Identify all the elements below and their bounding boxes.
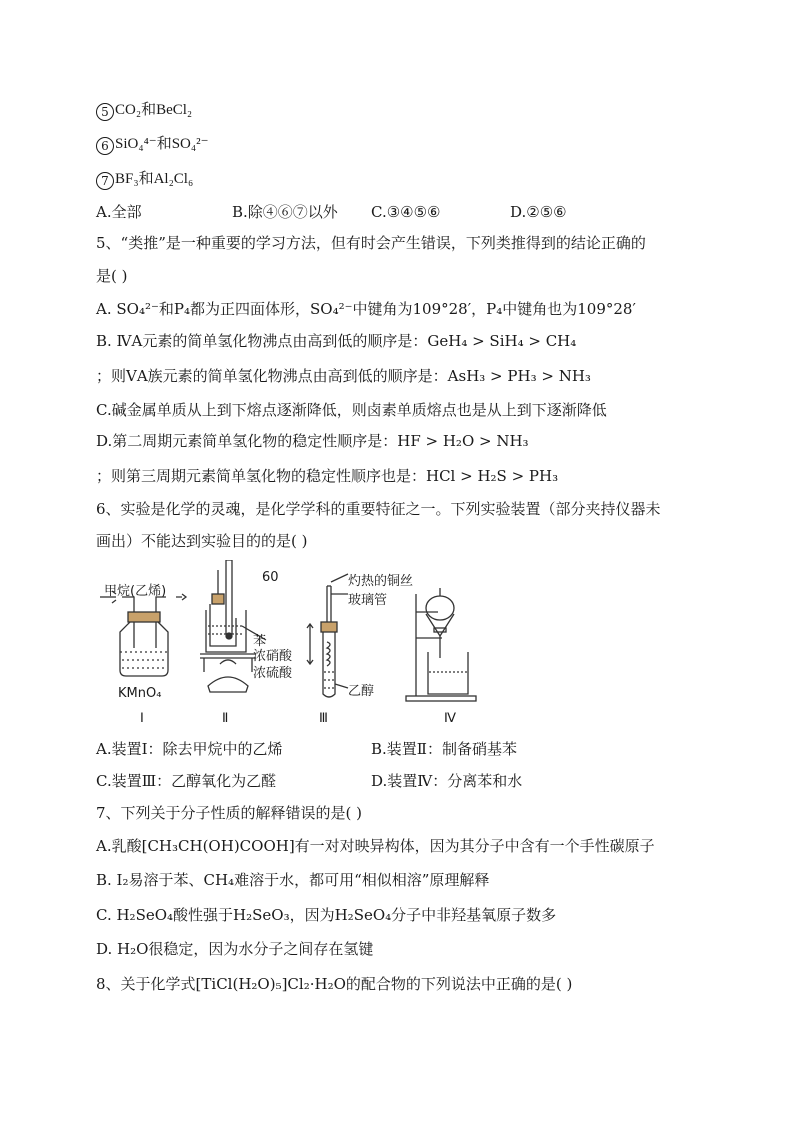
q4-option-d: D.②⑤⑥ bbox=[510, 203, 567, 221]
figure-label-kmno4: KMnO₄ bbox=[118, 686, 162, 701]
figure-label-glass-tube: 玻璃管 bbox=[348, 593, 388, 608]
figure-roman-1: Ⅰ bbox=[140, 710, 144, 725]
q8-stem: 8、关于化学式[TiCl(H₂O)₅]Cl₂·H₂O的配合物的下列说法中正确的是( ) bbox=[96, 975, 573, 993]
item-text: BF₃和Al₂Cl₆ bbox=[115, 171, 194, 187]
q5-option-c: C.碱金属单质从上到下熔点逐渐降低，则卤素单质熔点也是从上到下逐渐降低 bbox=[96, 401, 607, 419]
circled-number: 6 bbox=[96, 137, 114, 155]
q4-item-6 bbox=[96, 132, 209, 155]
q7-option-a: A.乳酸[CH₃CH(OH)COOH]有一对对映异构体，因为其分子中含有一个手性碳原子 bbox=[96, 837, 655, 855]
apparatus-3-drawing bbox=[307, 574, 348, 697]
figure-label-benzene: 苯 bbox=[253, 634, 267, 649]
q7-option-b: B. I₂易溶于苯、CH₄难溶于水，都可用“相似相溶”原理解释 bbox=[96, 871, 490, 889]
q5-option-d-line2: ；则第三周期元素简单氢化物的稳定性顺序也是：HCl > H₂S > PH₃ bbox=[96, 467, 559, 485]
q6-option-d: D.装置Ⅳ：分离苯和水 bbox=[371, 772, 523, 790]
apparatus-1-drawing bbox=[100, 591, 186, 676]
q4-option-c: C.③④⑤⑥ bbox=[371, 203, 441, 221]
q6-option-c: C.装置Ⅲ：乙醇氧化为乙醛 bbox=[96, 772, 277, 790]
q6-option-a: A.装置Ⅰ：除去甲烷中的乙烯 bbox=[96, 740, 283, 758]
q4-item-7 bbox=[96, 167, 193, 190]
figure-label-nitric-acid: 浓硝酸 bbox=[253, 649, 293, 664]
q4-option-a: A.全部 bbox=[96, 203, 142, 221]
q6-stem-line1: 6、实验是化学的灵魂，是化学学科的重要特征之一。下列实验装置（部分夹持仪器未 bbox=[96, 500, 661, 518]
item-text: CO₂和BeCl₂ bbox=[115, 102, 193, 118]
q6-stem-line2: 画出）不能达到实验目的的是( ) bbox=[96, 532, 308, 550]
figure-roman-4: Ⅳ bbox=[444, 710, 456, 725]
q7-option-d: D. H₂O很稳定，因为水分子之间存在氢键 bbox=[96, 940, 374, 958]
q6-option-b: B.装置Ⅱ：制备硝基苯 bbox=[371, 740, 517, 758]
q4-item-5 bbox=[96, 98, 192, 121]
q5-option-a: A. SO₄²⁻和P₄都为正四面体形，SO₄²⁻中键角为109°28′，P₄中键角也为109°28′ bbox=[96, 300, 636, 318]
figure-label-thermometer: 60 bbox=[262, 570, 279, 585]
q7-stem: 7、下列关于分子性质的解释错误的是( ) bbox=[96, 804, 363, 822]
q5-stem-line2: 是( ) bbox=[96, 267, 128, 285]
circled-number: 7 bbox=[96, 172, 114, 190]
q5-option-b-line2: ；则ⅤA族元素的简单氢化物沸点由高到低的顺序是：AsH₃ > PH₃ > NH₃ bbox=[96, 367, 591, 385]
figure-label-ethanol: 乙醇 bbox=[348, 684, 375, 699]
q5-option-b-line1: B. ⅣA元素的简单氢化物沸点由高到低的顺序是：GeH₄ > SiH₄ > CH₄ bbox=[96, 332, 577, 350]
q5-option-d-line1: D.第二周期元素简单氢化物的稳定性顺序是：HF > H₂O > NH₃ bbox=[96, 432, 529, 450]
q7-option-c: C. H₂SeO₄酸性强于H₂SeO₃，因为H₂SeO₄分子中非羟基氧原子数多 bbox=[96, 906, 557, 924]
figure-roman-2: Ⅱ bbox=[222, 710, 229, 725]
figure-label-sulfuric-acid: 浓硫酸 bbox=[253, 666, 293, 681]
figure-label-copper-wire: 灼热的铜丝 bbox=[348, 574, 414, 589]
q4-option-b: B.除④⑥⑦以外 bbox=[232, 203, 338, 221]
figure-roman-3: Ⅲ bbox=[319, 710, 328, 725]
item-text: SiO₄⁴⁻和SO₄²⁻ bbox=[115, 136, 209, 152]
q5-stem-line1: 5、“类推”是一种重要的学习方法，但有时会产生错误，下列类推得到的结论正确的 bbox=[96, 234, 646, 252]
figure-label-methane: 甲烷(乙烯) bbox=[104, 584, 167, 599]
circled-number: 5 bbox=[96, 103, 114, 121]
apparatus-4-drawing bbox=[406, 588, 476, 701]
